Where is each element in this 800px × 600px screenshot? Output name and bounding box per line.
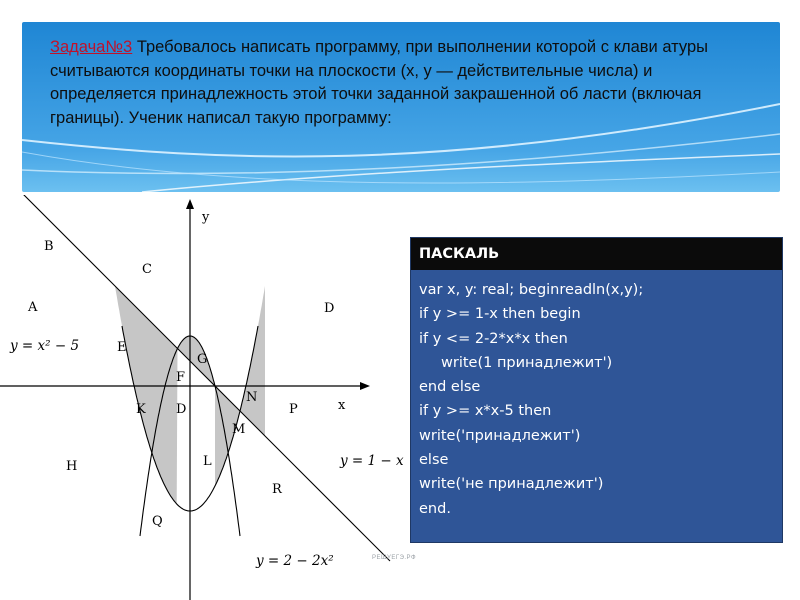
region-label-e: E bbox=[117, 340, 127, 355]
shaded-region-left bbox=[115, 286, 215, 504]
region-label-g: G bbox=[197, 352, 208, 367]
code-panel-title: ПАСКАЛЬ bbox=[411, 238, 782, 270]
region-label-d-bottom: D bbox=[176, 402, 187, 417]
formula-line: y = 1 − x bbox=[340, 453, 404, 469]
region-graph bbox=[0, 195, 420, 600]
formula-parabola2: y = 2 − 2x² bbox=[256, 553, 334, 569]
task-body: Требовалось написать программу, при выполнении которой с клави атуры считываются координаты точки на плоскости (x, y — действительные числа) и определяется принадлежность этой точки заданной закрашенной об ласти (включая границы). Ученик написал такую программу: bbox=[50, 38, 709, 127]
region-label-m: M bbox=[232, 422, 246, 437]
x-axis-arrow bbox=[360, 382, 370, 390]
code-line: write('принадлежит') bbox=[419, 427, 581, 444]
region-label-c: C bbox=[142, 262, 152, 277]
code-line: if y >= x*x-5 then bbox=[419, 403, 552, 420]
code-line: if y >= 1-x then begin bbox=[419, 306, 581, 323]
task-label: Задача№3 bbox=[50, 38, 133, 56]
y-axis-label: y bbox=[202, 210, 210, 225]
region-label-l: L bbox=[203, 454, 212, 469]
region-label-p: P bbox=[289, 402, 298, 417]
y-axis-arrow bbox=[186, 199, 194, 209]
formula-parabola1: y = x² − 5 bbox=[10, 338, 80, 354]
region-label-k: K bbox=[136, 402, 146, 417]
region-label-n: N bbox=[246, 390, 258, 405]
x-axis-label: x bbox=[338, 398, 346, 413]
region-label-q: Q bbox=[152, 514, 163, 529]
watermark: РЕШУЕГЭ.РФ bbox=[372, 555, 417, 561]
line-1-minus-x bbox=[5, 195, 390, 561]
code-line: write(1 принадлежит') bbox=[441, 354, 613, 371]
task-header-banner bbox=[22, 22, 780, 192]
region-label-f: F bbox=[176, 370, 186, 385]
region-label-d-top: D bbox=[324, 301, 335, 316]
region-label-a: A bbox=[28, 300, 38, 315]
code-line: else bbox=[419, 452, 449, 469]
code-line: write('не принадлежит') bbox=[419, 476, 604, 493]
pascal-code-panel bbox=[410, 237, 783, 543]
task-description bbox=[50, 36, 760, 130]
region-label-b: B bbox=[44, 239, 54, 254]
code-line: var x, y: real; beginreadln(x,y); bbox=[419, 282, 644, 298]
code-line: if y <= 2-2*x*x then bbox=[419, 330, 568, 347]
region-label-r: R bbox=[272, 482, 282, 497]
region-label-h: H bbox=[66, 459, 78, 474]
code-line: end. bbox=[419, 500, 451, 517]
code-body bbox=[411, 270, 782, 521]
code-line: end else bbox=[419, 379, 481, 396]
